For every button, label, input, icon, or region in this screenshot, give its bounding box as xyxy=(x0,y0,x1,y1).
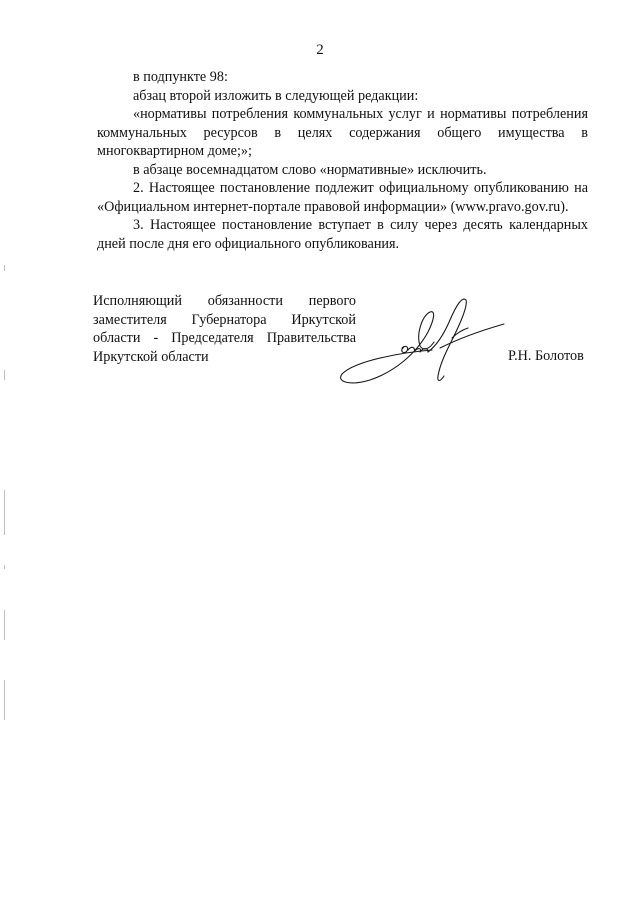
paragraph-publication: 2. Настоящее постановление подлежит официальному опубликованию на «Официальном интернет-портале правовой информации» (www.pravo.gov.ru). xyxy=(97,180,588,215)
signer-title-line: заместителя Губернатора Иркутской xyxy=(93,311,356,328)
paragraph-instruction: абзац второй изложить в следующей редакции: xyxy=(133,87,419,104)
handwritten-signature xyxy=(336,290,506,390)
scan-margin-mark xyxy=(4,265,5,271)
scan-margin-mark xyxy=(4,565,5,569)
paragraph-quote: «нормативы потребления коммунальных услуг и нормативы потребления коммунальных ресурсов в целях содержания общего имущества в многоквартирном доме;»; xyxy=(97,106,588,159)
page-number: 2 xyxy=(316,42,324,58)
scan-margin-mark xyxy=(4,680,5,720)
scan-margin-mark xyxy=(4,370,5,380)
signer-name: Р.Н. Болотов xyxy=(508,348,584,364)
scan-margin-mark xyxy=(4,490,5,535)
signer-title-line: Исполняющий обязанности первого xyxy=(93,293,356,309)
scan-margin-mark xyxy=(4,610,5,640)
signer-title-block xyxy=(93,292,356,366)
paragraph-exclusion: в абзаце восемнадцатом слово «нормативные» исключить. xyxy=(133,161,487,178)
signer-title-line: области - Председателя Правительства xyxy=(93,330,356,346)
paragraph-subclause: в подпункте 98: xyxy=(133,69,228,85)
paragraph-effective-date: 3. Настоящее постановление вступает в силу через десять календарных дней после дня его официального опубликования. xyxy=(97,217,588,252)
signer-title-line: Иркутской области xyxy=(93,348,209,365)
document-body xyxy=(97,68,588,253)
